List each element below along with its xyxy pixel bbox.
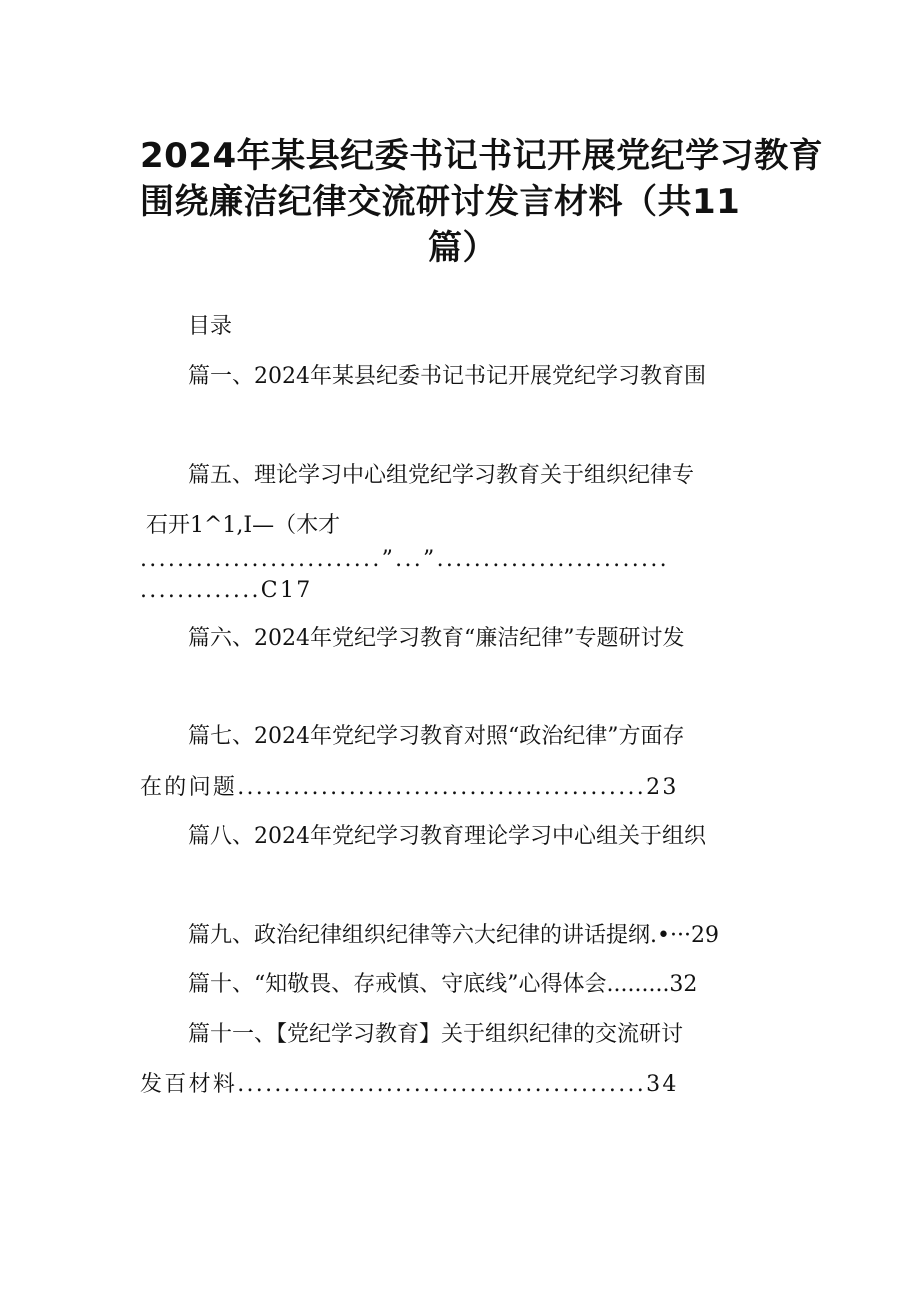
toc-entry-9[interactable]: 篇九、政治纪律组织纪律等六大纪律的讲话提纲.•···29 [188,923,719,948]
toc-entry-6[interactable]: 篇六、2024年党纪学习教育“廉洁纪律”专题研讨发 [188,626,685,651]
toc-entry-5-page-line: .............C17 [140,578,313,603]
toc-entry-5-leader-line: ..........................”...”......................... [140,547,669,572]
toc-entry-8[interactable]: 篇八、2024年党纪学习教育理论学习中心组关于组织 [188,824,706,849]
toc-heading: 目录 [188,314,233,339]
toc-entry-5-line-1[interactable]: 篇五、理论学习中心组党纪学习教育关于组织纪律专 [188,463,695,488]
toc-entry-7-line-2[interactable]: 在的问题............................................23 [140,775,679,800]
toc-entry-1[interactable]: 篇一、2024年某县纪委书记书记开展党纪学习教育围 [188,364,706,389]
toc-entry-10[interactable]: 篇十、“知敬畏、存戒慎、守底线”心得体会.........32 [188,972,698,997]
document-title-line-1: 2024年某县纪委书记书记开展党纪学习教育 [140,136,824,176]
toc-entry-11-line-1[interactable]: 篇十一、【党纪学习教育】关于组织纪律的交流研讨 [188,1022,684,1047]
toc-entry-5-line-2[interactable]: 石开1^1,I—（木才 [146,513,341,538]
document-title-line-3: 篇） [428,228,497,268]
document-title-line-2: 围绕廉洁纪律交流研讨发言材料（共11 [140,182,741,222]
toc-entry-7-line-1[interactable]: 篇七、2024年党纪学习教育对照“政治纪律”方面存 [188,724,685,749]
toc-entry-11-line-2[interactable]: 发百材料............................................34 [140,1072,679,1097]
